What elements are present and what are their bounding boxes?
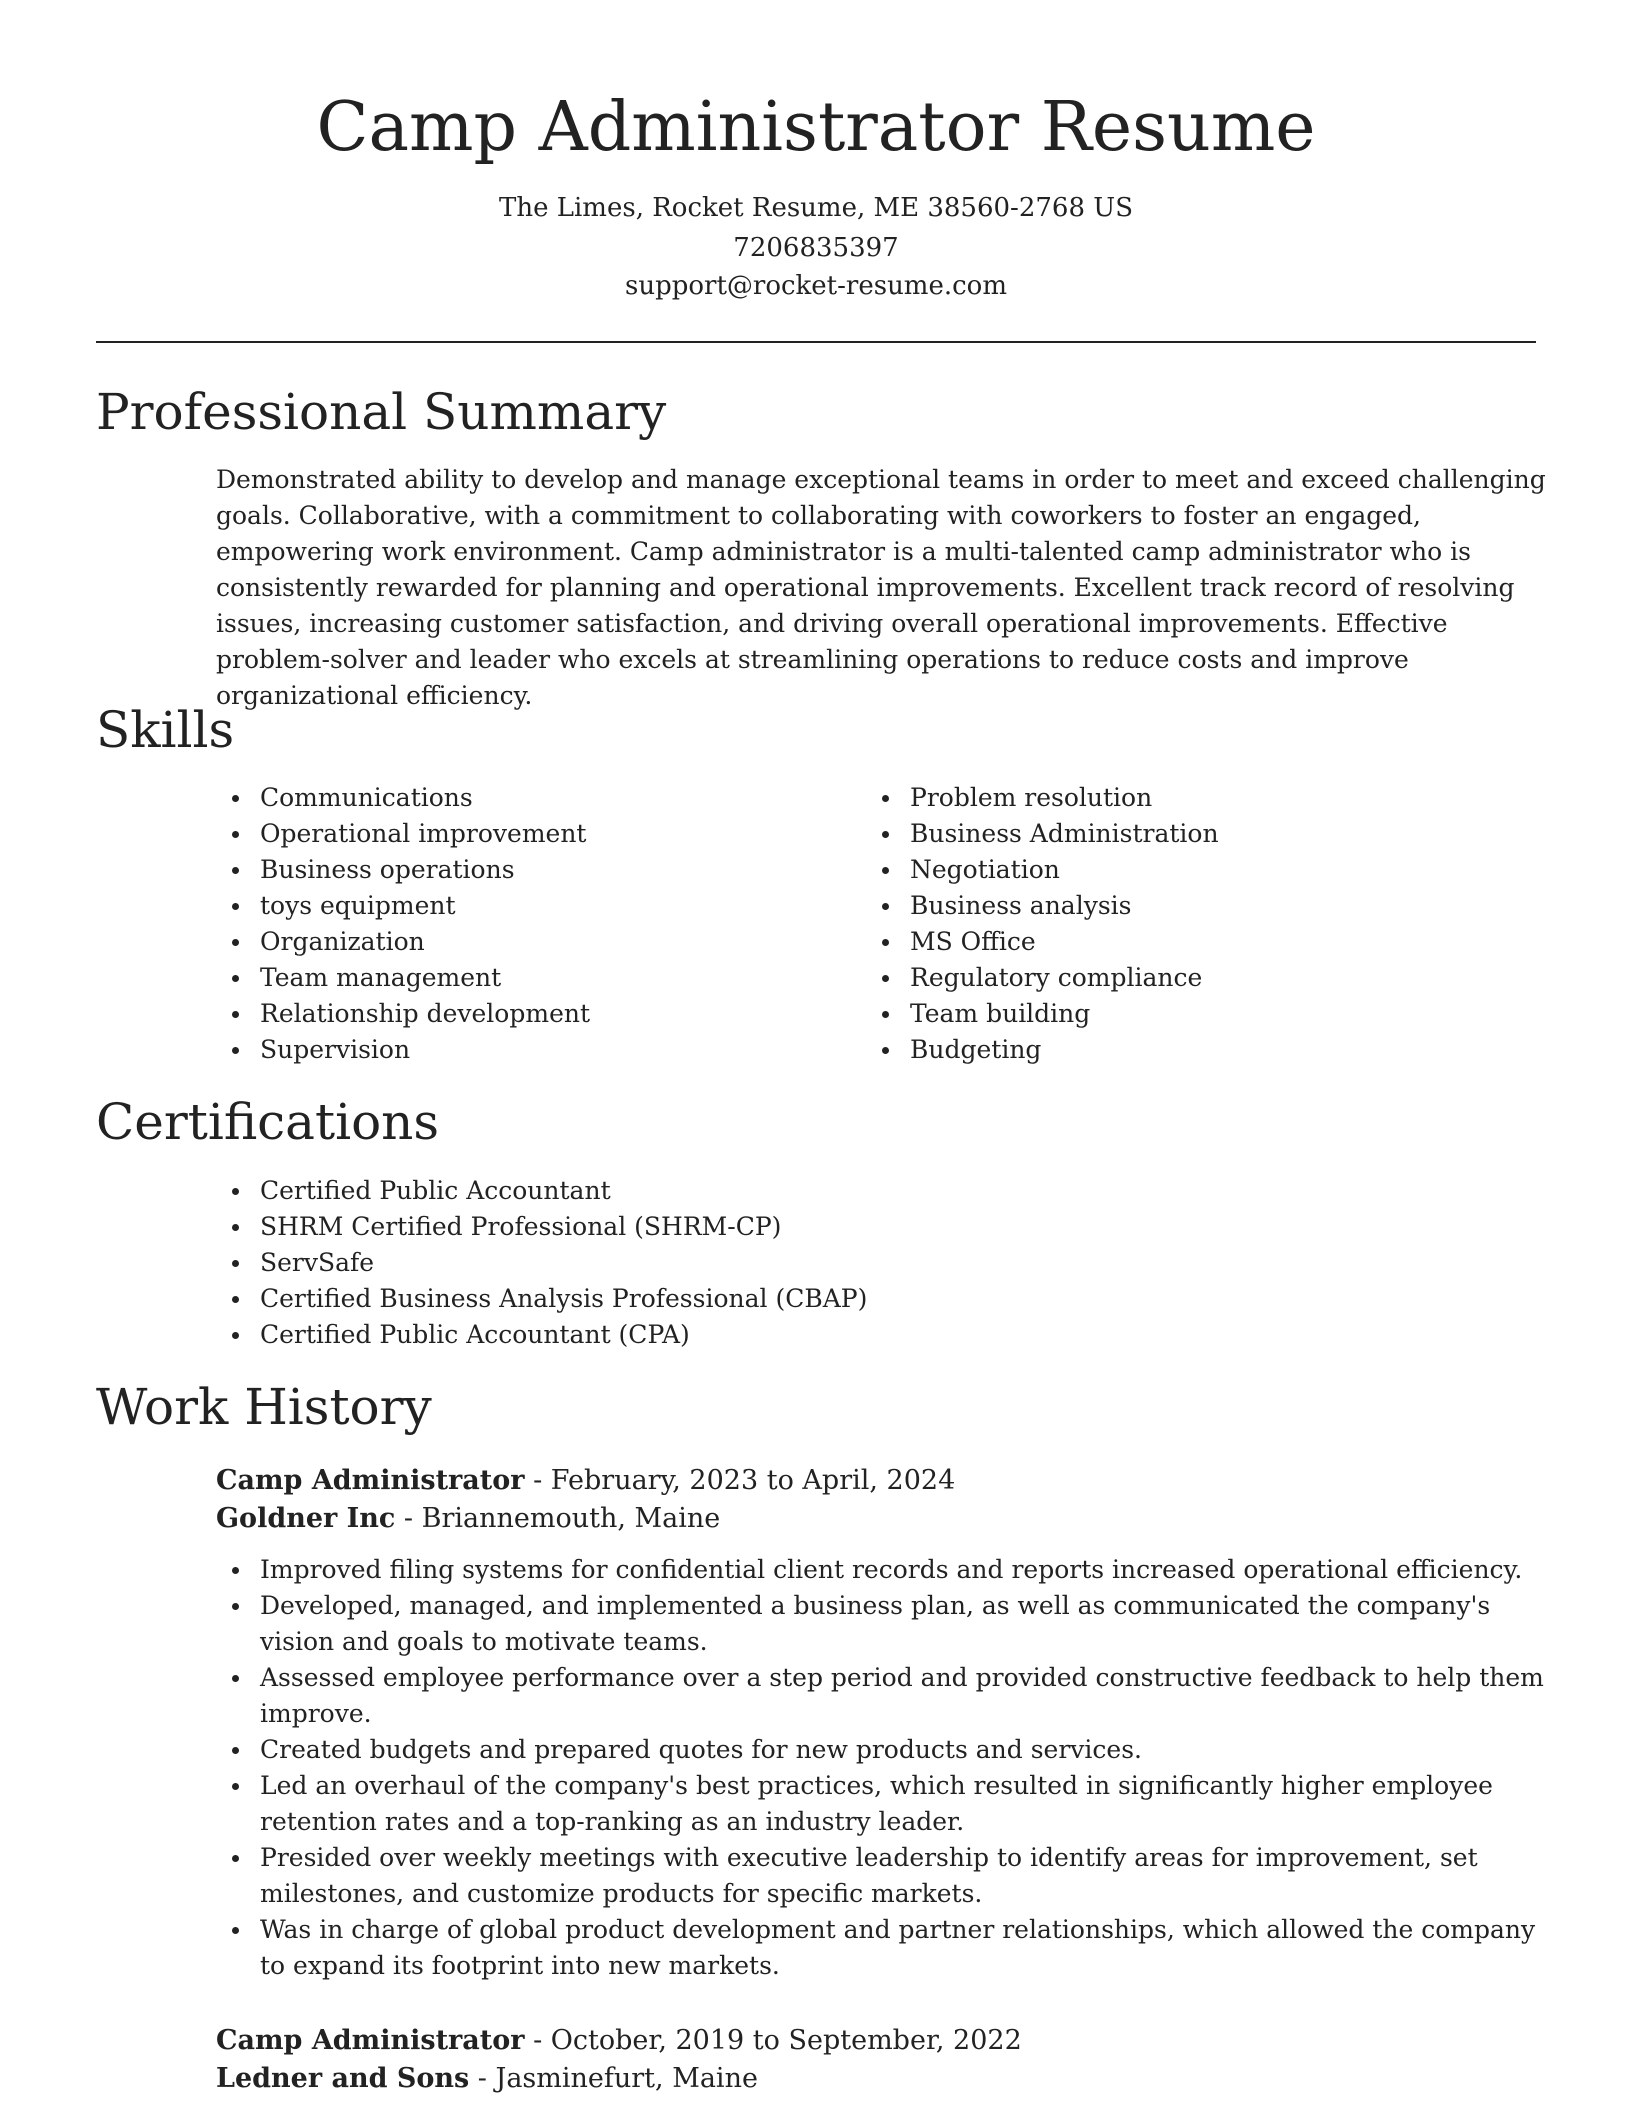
job-company: Ledner and Sons xyxy=(216,2063,470,2094)
job-dates: - October, 2019 to September, 2022 xyxy=(524,2025,1022,2056)
skill-item: Team management xyxy=(260,960,856,996)
summary-text: Demonstrated ability to develop and manage exceptional teams in order to meet and exceed challenging goals. Collaborative, with a commitment to collaborating with coworkers to foster an engaged, empowering work environment. Camp administrator is a multi-talented camp administrator who is consistently rewarded for planning and operational improvements. Excellent track record of resolving issues, increasing customer satisfaction, and driving overall operational improvements. Effective problem-solver and leader who excels at streamlining operations to reduce costs and improve organizational efficiency. xyxy=(216,465,1546,710)
skills-column-left xyxy=(216,780,856,1068)
resume-title: Camp Administrator Resume xyxy=(316,88,1316,167)
contact-phone: 7206835397 xyxy=(733,233,899,263)
job-entry xyxy=(216,2022,1546,2098)
skill-item: Budgeting xyxy=(910,1032,1506,1068)
skill-item: MS Office xyxy=(910,924,1506,960)
skill-item: Problem resolution xyxy=(910,780,1506,816)
contact-email: support@rocket-resume.com xyxy=(624,271,1007,301)
job-company-line xyxy=(216,2060,1546,2098)
certification-item: Certified Public Accountant xyxy=(260,1173,1316,1209)
skill-item: Relationship development xyxy=(260,996,856,1032)
contact-address: The Limes, Rocket Resume, ME 38560-2768 US xyxy=(498,193,1134,223)
skill-item: Business Administration xyxy=(910,816,1506,852)
skill-item: Negotiation xyxy=(910,852,1506,888)
certification-item: ServSafe xyxy=(260,1245,1316,1281)
skills-column-right xyxy=(866,780,1506,1068)
certification-item: Certified Public Accountant (CPA) xyxy=(260,1317,1316,1353)
job-role: Camp Administrator xyxy=(216,2025,525,2056)
job-duty-item: Created budgets and prepared quotes for new products and services. xyxy=(260,1732,1546,1768)
certifications-heading: Certifications xyxy=(96,1093,440,1151)
certifications-list xyxy=(216,1173,1316,1353)
job-duties xyxy=(216,1552,1546,1984)
certification-item: SHRM Certified Professional (SHRM-CP) xyxy=(260,1209,1316,1245)
job-entry xyxy=(216,1462,1546,1984)
job-title-line xyxy=(216,1462,1546,1500)
work-history-heading: Work History xyxy=(96,1378,432,1436)
job-dates: - February, 2023 to April, 2024 xyxy=(524,1465,956,1496)
job-duty-item: Presided over weekly meetings with executive leadership to identify areas for improvement, set milestones, and customize products for specific markets. xyxy=(260,1840,1546,1912)
job-location: - Briannemouth, Maine xyxy=(395,1503,721,1534)
skill-item: Regulatory compliance xyxy=(910,960,1506,996)
job-role: Camp Administrator xyxy=(216,1465,525,1496)
job-company: Goldner Inc xyxy=(216,1503,396,1534)
job-title-line xyxy=(216,2022,1546,2060)
job-duty-item: Assessed employee performance over a step period and provided constructive feedback to help them improve. xyxy=(260,1660,1546,1732)
job-company-line xyxy=(216,1500,1546,1538)
job-duty-item: Developed, managed, and implemented a business plan, as well as communicated the company's vision and goals to motivate teams. xyxy=(260,1588,1546,1660)
skill-item: Organization xyxy=(260,924,856,960)
summary-heading: Professional Summary xyxy=(96,383,667,441)
skill-item: Team building xyxy=(910,996,1506,1032)
skill-item: Business analysis xyxy=(910,888,1506,924)
skill-item: Communications xyxy=(260,780,856,816)
job-duty-item: Was in charge of global product development and partner relationships, which allowed the company to expand its footprint into new markets. xyxy=(260,1912,1546,1984)
certification-item: Certified Business Analysis Professional (CBAP) xyxy=(260,1281,1316,1317)
header-divider xyxy=(96,341,1536,343)
skill-item: Business operations xyxy=(260,852,856,888)
job-duty-item: Led an overhaul of the company's best practices, which resulted in significantly higher employee retention rates and a top-ranking as an industry leader. xyxy=(260,1768,1546,1840)
skill-item: Operational improvement xyxy=(260,816,856,852)
skill-item: toys equipment xyxy=(260,888,856,924)
skills-heading: Skills xyxy=(96,701,235,759)
skill-item: Supervision xyxy=(260,1032,856,1068)
job-location: - Jasminefurt, Maine xyxy=(469,2063,758,2094)
job-duty-item: Improved filing systems for confidential client records and reports increased operational efficiency. xyxy=(260,1552,1546,1588)
